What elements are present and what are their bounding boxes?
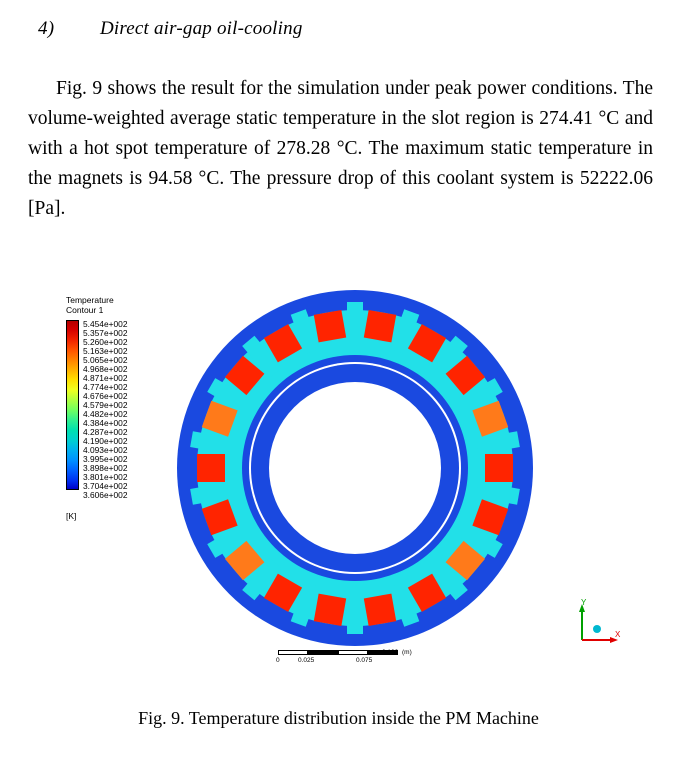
legend-tick: 4.482e+002 bbox=[83, 409, 128, 420]
legend-tick: 4.384e+002 bbox=[83, 418, 128, 429]
legend-title-line1: Temperature bbox=[66, 295, 114, 305]
legend-tick: 5.357e+002 bbox=[83, 328, 128, 339]
axis-label-y: Y bbox=[581, 598, 587, 607]
scale-tick-1: 0.025 bbox=[298, 657, 315, 664]
legend-tick: 5.260e+002 bbox=[83, 337, 128, 348]
legend-title-line2: Contour 1 bbox=[66, 304, 104, 315]
legend-tick: 5.065e+002 bbox=[83, 355, 128, 366]
figure-caption: Fig. 9. Temperature distribution inside the PM Machine bbox=[138, 708, 539, 728]
legend-unit: [K] bbox=[66, 511, 77, 522]
legend-tick: 4.871e+002 bbox=[83, 373, 128, 384]
scale-bar-track bbox=[278, 650, 398, 655]
legend-tick: 4.774e+002 bbox=[83, 382, 128, 393]
scale-tick-4: 0.100 bbox=[382, 649, 399, 656]
legend-tick: 3.801e+002 bbox=[83, 472, 128, 483]
body-paragraph: Fig. 9 shows the result for the simulation under peak power conditions. The volume-weighted average static temperature in the slot region is 274.41 °C and with a hot spot temperature of 278.28 °C. The maximum static temperature in the magnets is 94.58 °C. The pressure drop of this coolant system is 52222.06 [Pa]. bbox=[28, 78, 653, 219]
scale-bar bbox=[278, 650, 438, 672]
axis-triad bbox=[570, 598, 630, 653]
scale-segment bbox=[338, 650, 368, 655]
scale-segment bbox=[308, 650, 338, 655]
figure-9 bbox=[0, 268, 677, 688]
legend-tick: 4.676e+002 bbox=[83, 391, 128, 402]
contour-legend bbox=[66, 296, 176, 522]
legend-body bbox=[66, 319, 176, 501]
axis-label-x: X bbox=[615, 630, 621, 639]
scale-unit: (m) bbox=[402, 649, 412, 656]
machine-svg bbox=[175, 288, 535, 648]
legend-title bbox=[66, 296, 176, 315]
pm-machine-contour-plot bbox=[175, 288, 535, 648]
legend-tick: 3.704e+002 bbox=[83, 481, 128, 492]
legend-tick: 4.579e+002 bbox=[83, 400, 128, 411]
legend-tick: 4.093e+002 bbox=[83, 445, 128, 456]
legend-tick: 3.995e+002 bbox=[83, 454, 128, 465]
legend-tick: 3.606e+002 bbox=[83, 490, 128, 501]
legend-color-bar bbox=[66, 320, 79, 490]
scale-tick-0: 0 bbox=[276, 657, 280, 664]
legend-tick: 5.454e+002 bbox=[83, 319, 128, 330]
legend-tick: 4.287e+002 bbox=[83, 427, 128, 438]
section-number: 4) bbox=[38, 18, 55, 39]
scale-tick-3: 0.075 bbox=[356, 657, 373, 664]
rotor-bore bbox=[269, 382, 441, 554]
legend-tick: 5.163e+002 bbox=[83, 346, 128, 357]
section-title: Direct air-gap oil-cooling bbox=[100, 18, 303, 39]
scale-segment bbox=[278, 650, 308, 655]
legend-tick: 4.190e+002 bbox=[83, 436, 128, 447]
legend-tick: 4.968e+002 bbox=[83, 364, 128, 375]
legend-tick: 3.898e+002 bbox=[83, 463, 128, 474]
axis-triad-svg bbox=[570, 598, 630, 653]
section-heading bbox=[38, 18, 638, 40]
legend-tick-labels bbox=[83, 319, 128, 501]
